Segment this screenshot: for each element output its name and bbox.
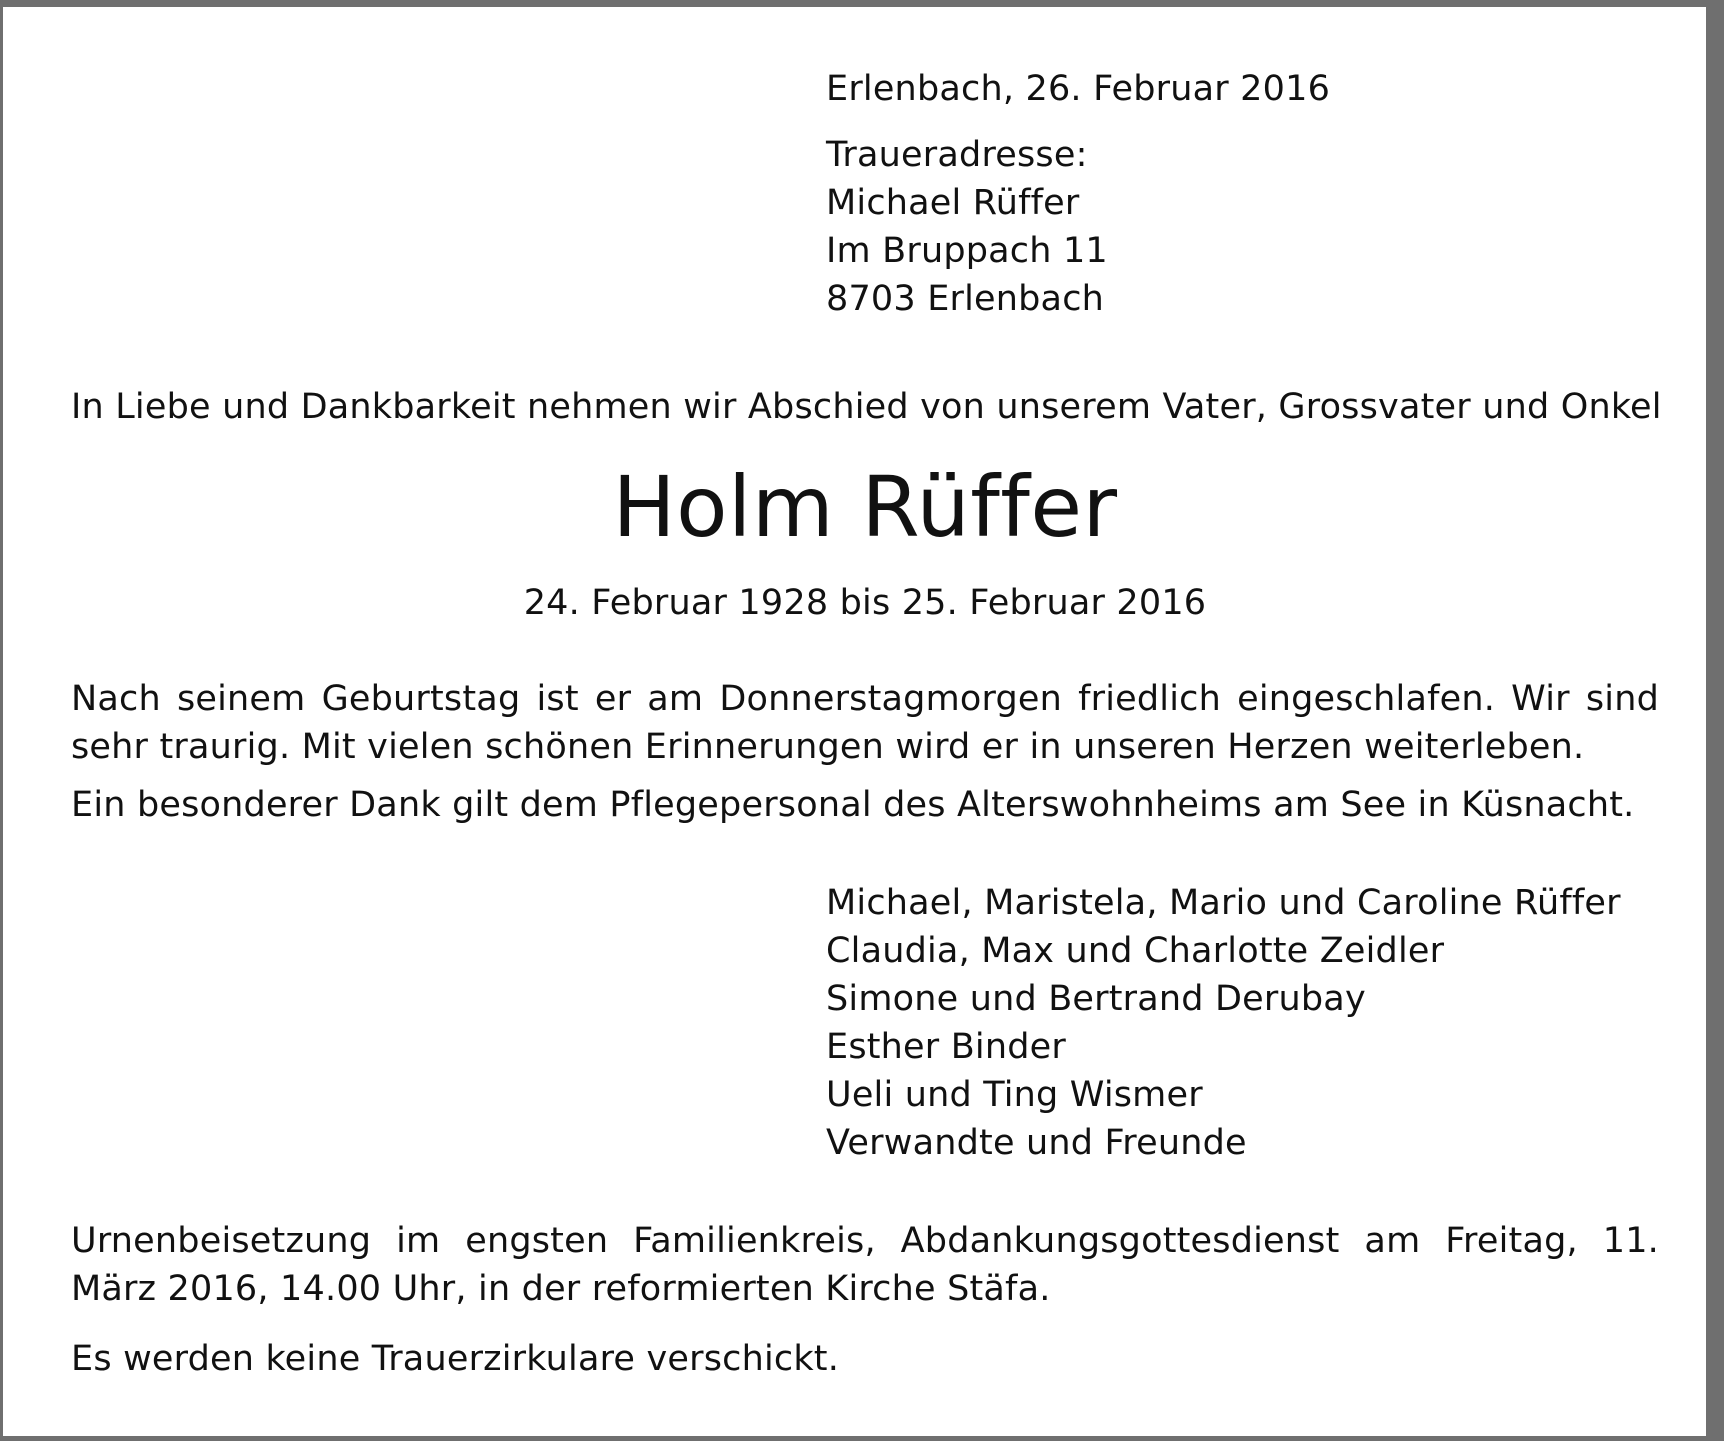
deceased-name: Holm Rüffer (612, 458, 1118, 556)
mourner-line: Verwandte und Freunde (826, 1123, 1247, 1163)
service-info: Urnenbeisetzung im engsten Familienkreis, Abdankungsgottesdienst am Freitag, 11. März 2016, 14.00 Uhr, in der reformierten Kirche Stäfa. (71, 1221, 1659, 1309)
mourner-line: Michael, Maristela, Mario und Caroline Rüffer (826, 883, 1621, 923)
address-line-name: Michael Rüffer (826, 183, 1080, 223)
address-line-city: 8703 Erlenbach (826, 279, 1105, 319)
address-line-street: Im Bruppach 11 (826, 231, 1108, 271)
life-dates: 24. Februar 1928 bis 25. Februar 2016 (523, 583, 1207, 623)
place-date: Erlenbach, 26. Februar 2016 (826, 69, 1331, 109)
intro-line: In Liebe und Dankbarkeit nehmen wir Abschied von unserem Vater, Grossvater und Onkel (71, 387, 1662, 427)
mourner-line: Claudia, Max und Charlotte Zeidler (826, 931, 1445, 971)
mourner-line: Ueli und Ting Wismer (826, 1075, 1203, 1115)
body-paragraph-2: Ein besonderer Dank gilt dem Pflegepersonal des Alterswohnheims am See in Küsnacht. (71, 785, 1635, 825)
closing-note: Es werden keine Trauerzirkulare verschickt. (71, 1339, 840, 1379)
mourner-line: Esther Binder (826, 1027, 1066, 1067)
mourner-line: Simone und Bertrand Derubay (826, 979, 1366, 1019)
mourners-list (826, 879, 1621, 1167)
mourning-address (826, 131, 1108, 323)
body-paragraph-1: Nach seinem Geburtstag ist er am Donnerstagmorgen friedlich eingeschlafen. Wir sind sehr traurig. Mit vielen schönen Erinnerungen wird er in unseren Herzen weiterleben. (71, 679, 1659, 767)
address-label: Traueradresse: (826, 135, 1088, 175)
